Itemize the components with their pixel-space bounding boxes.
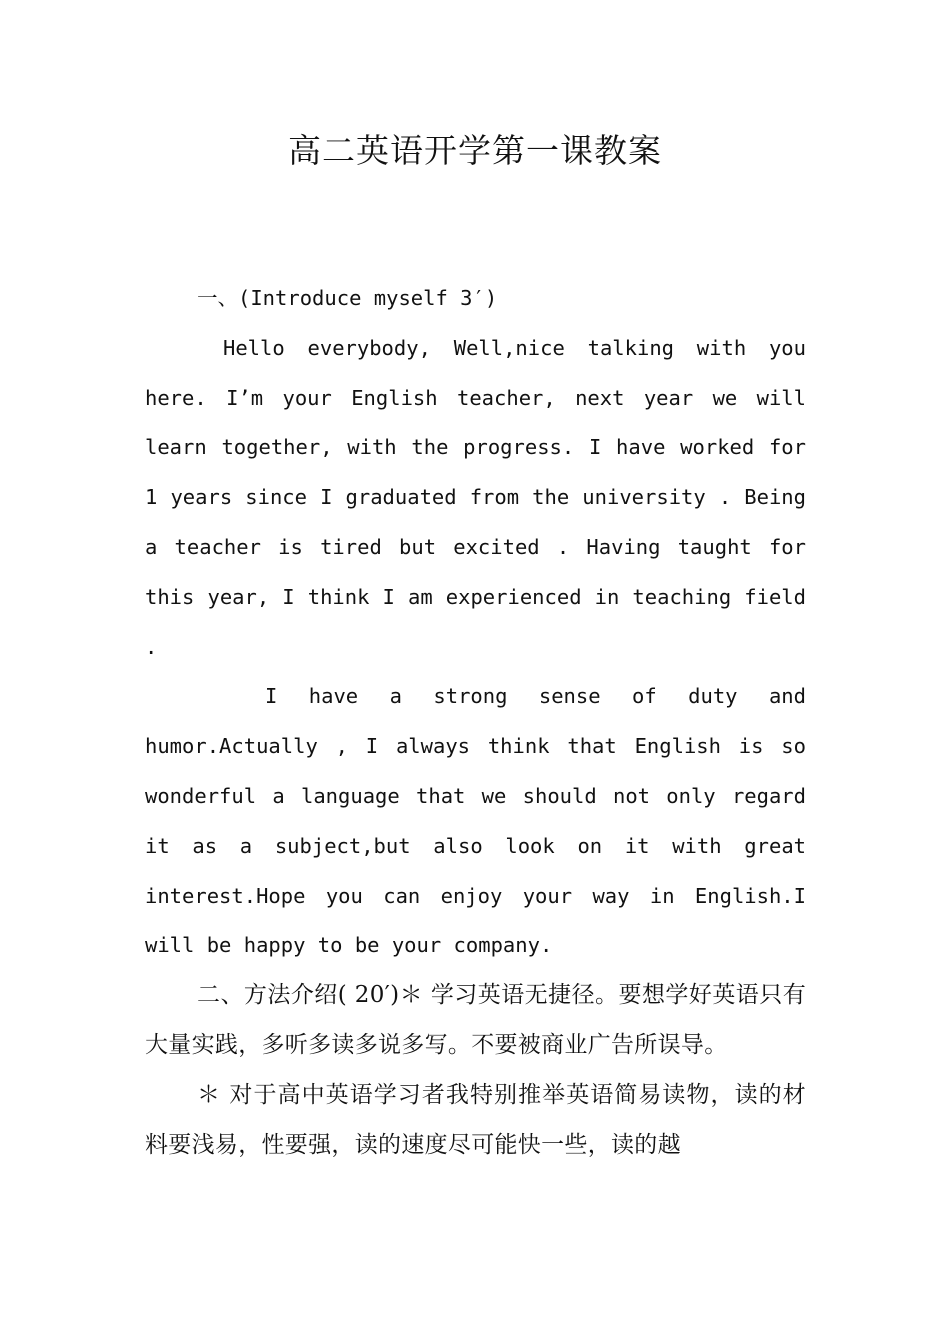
methods-paragraph: 二、方法介绍( 20′)＊ 学习英语无捷径。要想学好英语只有大量实践，多听多读多说多写。不要被商业广告所误导。 <box>145 982 806 1058</box>
section-heading-introduce: 一、(Introduce myself 3′) <box>197 286 498 310</box>
document-title: 高二英语开学第一课教案 <box>288 131 662 170</box>
intro-paragraph-1: Hello everybody, Well,nice talking with you here. I’m your English teacher, next year we will learn together, with the progress. I have worked for 1 years since I graduated from the university . Being a teacher is tired but excited . Having taught for this year, I think I am experienced in teaching field . <box>145 335 806 659</box>
document-body <box>145 274 806 1170</box>
reading-tip-paragraph: ＊ 对于高中英语学习者我特别推举英语简易读物，读的材料要浅易，性要强，读的速度尽可能快一些，读的越 <box>145 1081 806 1158</box>
intro-paragraph-2: I have a strong sense of duty and humor.Actually , I always think that English is so wonderful a language that we should not only regard it as a subject,but also look on it with great interest.Hope you can enjoy your way in English.I will be happy to be your company. <box>145 684 806 958</box>
